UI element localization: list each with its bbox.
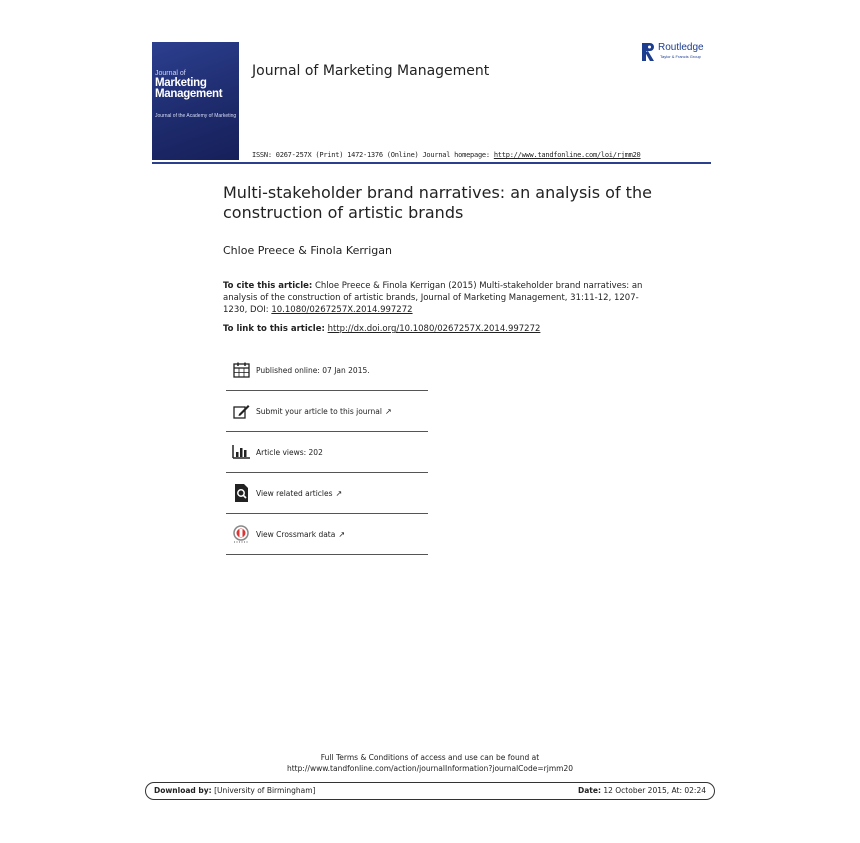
journal-title: Journal of Marketing Management [252, 63, 490, 79]
download-date-label: Date: [577, 786, 601, 795]
external-link-icon: ↗ [338, 529, 346, 539]
journal-cover-image [152, 42, 239, 160]
article-views-item [226, 432, 428, 473]
article-views-label: Article views: 202 [256, 447, 323, 457]
submit-article-item[interactable] [226, 391, 428, 432]
cover-subtitle: Journal of the Academy of Marketing [155, 113, 237, 119]
external-link-icon: ↗ [384, 406, 392, 416]
related-articles-label[interactable]: View related articles [256, 488, 333, 498]
external-link-icon: ↗ [335, 488, 343, 498]
terms-footer [0, 752, 860, 774]
issn-text: ISSN: 0267-257X (Print) 1472-1376 (Online) Journal homepage: [252, 151, 490, 159]
header-divider [152, 162, 711, 164]
published-online-item [226, 350, 428, 391]
issn-line [252, 151, 641, 159]
citation-label: To cite this article: [223, 281, 313, 291]
publisher-logo [642, 42, 717, 64]
published-online-label: Published online: 07 Jan 2015. [256, 365, 370, 375]
journal-homepage-link[interactable]: http://www.tandfonline.com/loi/rjmm20 [493, 151, 641, 159]
related-articles-item[interactable] [226, 473, 428, 514]
cover-line-2a: Marketing [155, 77, 207, 89]
download-by-label: Download by: [154, 786, 212, 795]
download-date [578, 786, 706, 795]
crossmark-icon [232, 525, 250, 543]
publisher-tagline: Taylor & Francis Group [660, 54, 701, 59]
article-link-url[interactable]: http://dx.doi.org/10.1080/0267257X.2014.997272 [327, 324, 541, 334]
bar-chart-icon [232, 443, 250, 461]
citation-block [223, 280, 643, 316]
download-by-value: [University of Birmingham] [214, 786, 316, 795]
terms-line-1: Full Terms & Conditions of access and use can be found at [320, 753, 540, 762]
calendar-icon [232, 361, 250, 379]
edit-icon [232, 402, 250, 420]
crossmark-item[interactable] [226, 514, 428, 555]
download-date-value: 12 October 2015, At: 02:24 [603, 786, 706, 795]
publisher-name: Routledge [658, 42, 704, 53]
article-link-block [223, 324, 540, 334]
terms-line-2[interactable]: http://www.tandfonline.com/action/journalInformation?journalCode=rjmm20 [286, 764, 573, 773]
search-document-icon [232, 484, 250, 502]
crossmark-label[interactable]: View Crossmark data [256, 529, 336, 539]
citation-text: Chloe Preece & Finola Kerrigan (2015) Multi-stakeholder brand narratives: an analysis of the construction of artistic brands, Journal of Marketing Management, 31:11-12, 1207-1230, DOI: [223, 281, 643, 315]
cover-title [155, 78, 222, 100]
article-title: Multi-stakeholder brand narratives: an analysis of the construction of artistic brands [223, 183, 652, 222]
download-by [154, 786, 316, 795]
article-link-label: To link to this article: [223, 324, 325, 334]
cover-line-2b: Management [155, 88, 223, 100]
citation-doi-link[interactable]: 10.1080/0267257X.2014.997272 [271, 305, 413, 315]
download-info-bar [145, 782, 715, 800]
article-info-list [226, 350, 428, 555]
submit-article-label[interactable]: Submit your article to this journal [256, 406, 382, 416]
cover-line-1: Journal of [155, 70, 186, 77]
routledge-logo-icon [642, 43, 654, 61]
article-authors: Chloe Preece & Finola Kerrigan [223, 244, 392, 257]
